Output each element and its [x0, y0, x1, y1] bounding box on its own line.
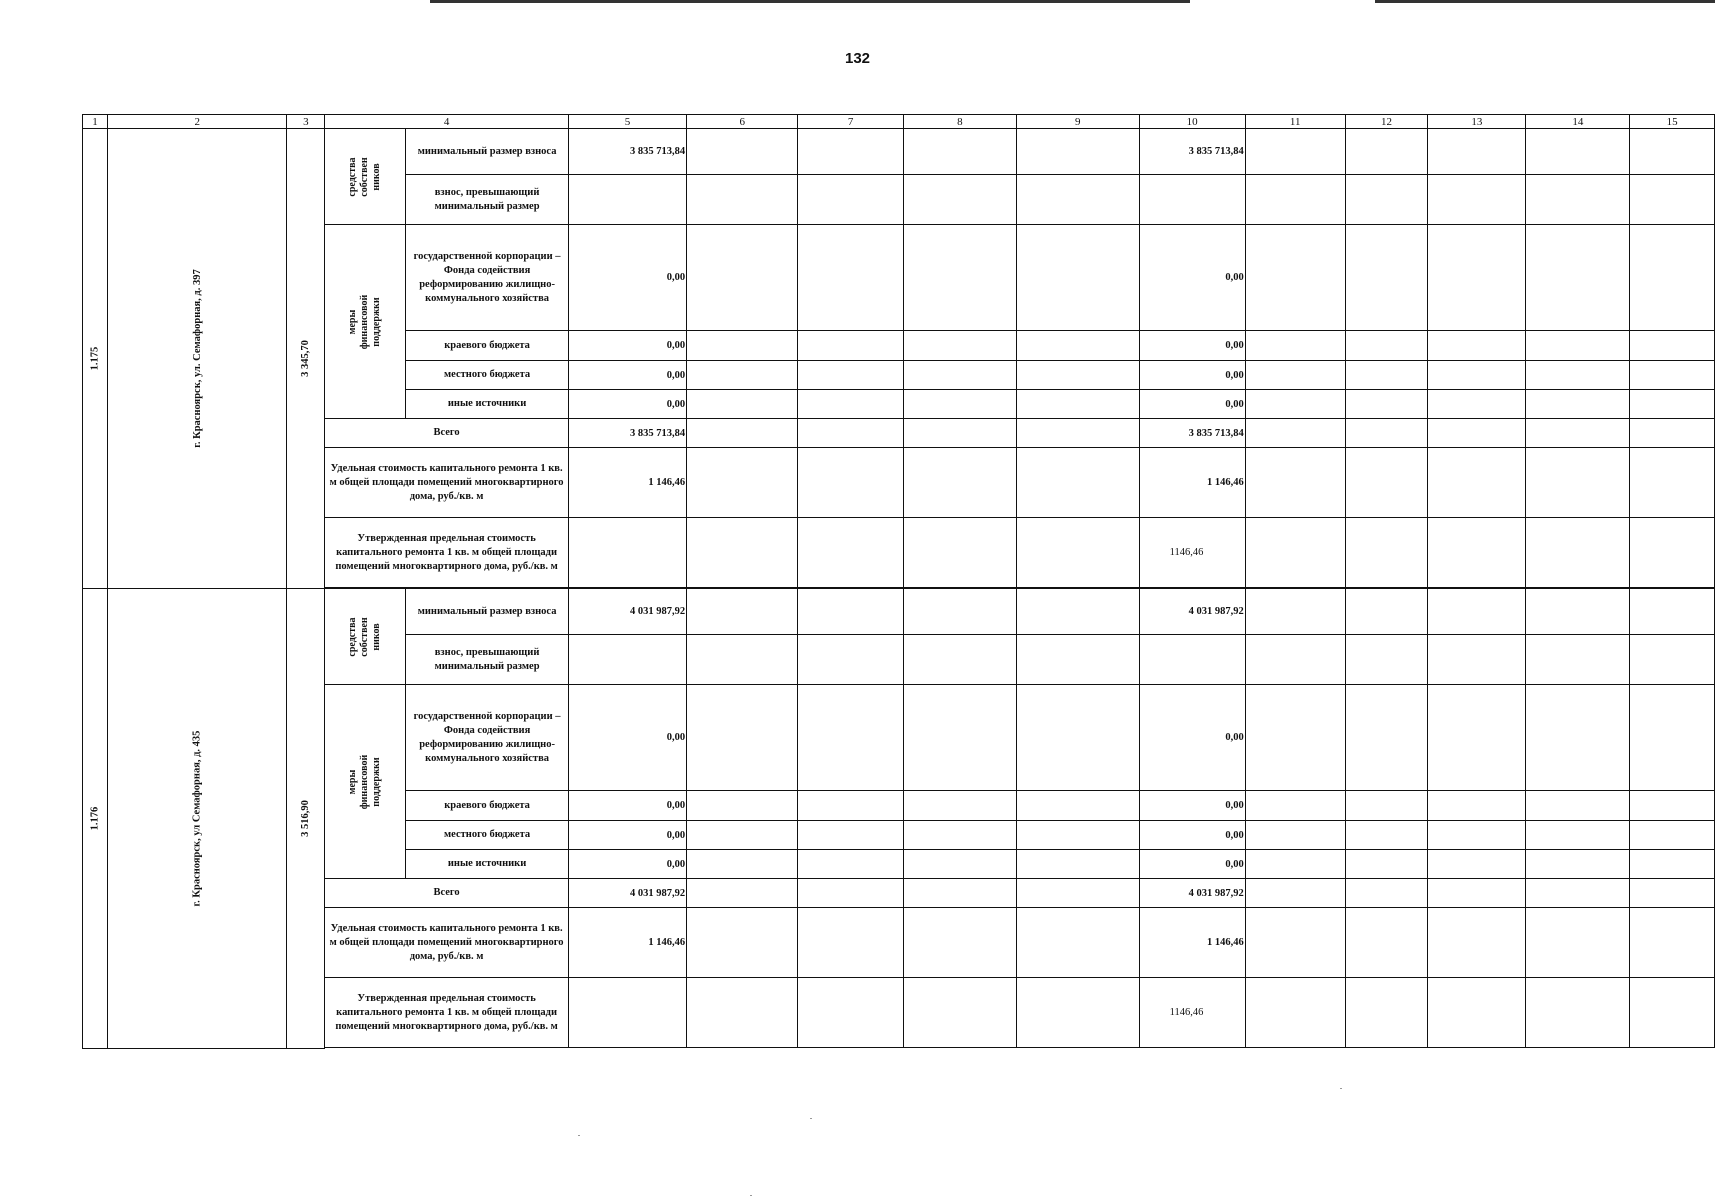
- table-row: [83, 879, 1715, 908]
- total-col10: 4 031 987,92: [1139, 879, 1245, 908]
- regional-budget-label: краевого бюджета: [406, 331, 569, 361]
- min-fee-col5: 4 031 987,92: [568, 589, 686, 635]
- support-group: меры финансовой поддержки: [325, 225, 406, 419]
- record-area: 3 345,70: [287, 129, 325, 589]
- state-corp-label: государственной корпорации – Фонда содействия реформированию жилищно-коммунального хозяйства: [406, 225, 569, 331]
- col-header: 14: [1526, 115, 1630, 129]
- col-header: 10: [1139, 115, 1245, 129]
- capital-repair-table: [82, 114, 1715, 1049]
- other-col10: 0,00: [1139, 850, 1245, 879]
- total-col10: 3 835 713,84: [1139, 419, 1245, 448]
- col-header: 5: [568, 115, 686, 129]
- regional-col5: 0,00: [568, 791, 686, 821]
- owners-funds-group: средства собствен ников: [325, 129, 406, 225]
- table-row: [83, 589, 1715, 635]
- col-header: 8: [903, 115, 1016, 129]
- excess-fee-label: взнос, превышающий минимальный размер: [406, 635, 569, 685]
- regional-col5: 0,00: [568, 331, 686, 361]
- total-col5: 3 835 713,84: [568, 419, 686, 448]
- unit-cost-label: Удельная стоимость капитального ремонта 1 кв. м общей площади помещений многоквартирного дома, руб./кв. м: [325, 448, 569, 518]
- col-header: 1: [83, 115, 108, 129]
- scan-edge-line: [430, 0, 1190, 3]
- min-fee-col10: 4 031 987,92: [1139, 589, 1245, 635]
- table-row: [83, 908, 1715, 978]
- regional-col10: 0,00: [1139, 331, 1245, 361]
- record-area: 3 516,90: [287, 589, 325, 1049]
- min-fee-label: минимальный размер взноса: [406, 589, 569, 635]
- min-fee-label: минимальный размер взноса: [406, 129, 569, 175]
- table-row: [83, 225, 1715, 331]
- state-corp-col5: 0,00: [568, 685, 686, 791]
- record-address: г. Красноярск, ул. Семафорная, д. 397: [107, 129, 287, 589]
- limit-cost-label: Утвержденная предельная стоимость капитального ремонта 1 кв. м общей площади помещений многоквартирного дома, руб./кв. м: [325, 978, 569, 1048]
- col-header: 3: [287, 115, 325, 129]
- support-group: меры финансовой поддержки: [325, 685, 406, 879]
- state-corp-label: государственной корпорации – Фонда содействия реформированию жилищно-коммунального хозяйства: [406, 685, 569, 791]
- table-row: [83, 685, 1715, 791]
- page-number: 132: [844, 50, 871, 67]
- unit-cost-col10: 1 146,46: [1139, 448, 1245, 518]
- min-fee-col10: 3 835 713,84: [1139, 129, 1245, 175]
- scan-speck: [578, 1135, 580, 1136]
- col-header: 2: [107, 115, 287, 129]
- col-header: 12: [1345, 115, 1428, 129]
- column-number-row: [83, 115, 1715, 129]
- state-corp-col5: 0,00: [568, 225, 686, 331]
- local-col10: 0,00: [1139, 361, 1245, 390]
- local-budget-label: местного бюджета: [406, 361, 569, 390]
- local-col5: 0,00: [568, 361, 686, 390]
- limit-cost-col10: 1146,46: [1139, 518, 1245, 588]
- state-corp-col10: 0,00: [1139, 685, 1245, 791]
- scan-speck: [1340, 1088, 1342, 1089]
- table-row: [83, 129, 1715, 175]
- table-row: [83, 448, 1715, 518]
- regional-budget-label: краевого бюджета: [406, 791, 569, 821]
- col-header: 6: [687, 115, 798, 129]
- col-header: 4: [325, 115, 569, 129]
- unit-cost-col10: 1 146,46: [1139, 908, 1245, 978]
- scan-speck: [750, 1195, 752, 1196]
- scan-speck: [810, 1118, 812, 1119]
- total-col5: 4 031 987,92: [568, 879, 686, 908]
- limit-cost-label: Утвержденная предельная стоимость капитального ремонта 1 кв. м общей площади помещений многоквартирного дома, руб./кв. м: [325, 518, 569, 588]
- local-col5: 0,00: [568, 821, 686, 850]
- table-row: [83, 419, 1715, 448]
- table-row: [83, 978, 1715, 1048]
- col-header: 13: [1428, 115, 1526, 129]
- local-budget-label: местного бюджета: [406, 821, 569, 850]
- unit-cost-col5: 1 146,46: [568, 448, 686, 518]
- col-header: 11: [1245, 115, 1345, 129]
- unit-cost-col5: 1 146,46: [568, 908, 686, 978]
- local-col10: 0,00: [1139, 821, 1245, 850]
- col-header: 15: [1630, 115, 1715, 129]
- total-label: Всего: [325, 419, 569, 448]
- excess-fee-label: взнос, превышающий минимальный размер: [406, 175, 569, 225]
- record-index: 1.176: [83, 589, 108, 1049]
- table-row: [83, 518, 1715, 588]
- limit-cost-col10: 1146,46: [1139, 978, 1245, 1048]
- regional-col10: 0,00: [1139, 791, 1245, 821]
- col-header: 7: [798, 115, 903, 129]
- state-corp-col10: 0,00: [1139, 225, 1245, 331]
- total-label: Всего: [325, 879, 569, 908]
- other-col10: 0,00: [1139, 390, 1245, 419]
- scan-edge-line: [1375, 0, 1715, 3]
- other-sources-label: иные источники: [406, 850, 569, 879]
- owners-funds-group: средства собствен ников: [325, 589, 406, 685]
- record-index: 1.175: [83, 129, 108, 589]
- other-col5: 0,00: [568, 850, 686, 879]
- record-address: г. Красноярск, ул Семафорная, д. 435: [107, 589, 287, 1049]
- other-col5: 0,00: [568, 390, 686, 419]
- min-fee-col5: 3 835 713,84: [568, 129, 686, 175]
- col-header: 9: [1016, 115, 1139, 129]
- unit-cost-label: Удельная стоимость капитального ремонта 1 кв. м общей площади помещений многоквартирного дома, руб./кв. м: [325, 908, 569, 978]
- other-sources-label: иные источники: [406, 390, 569, 419]
